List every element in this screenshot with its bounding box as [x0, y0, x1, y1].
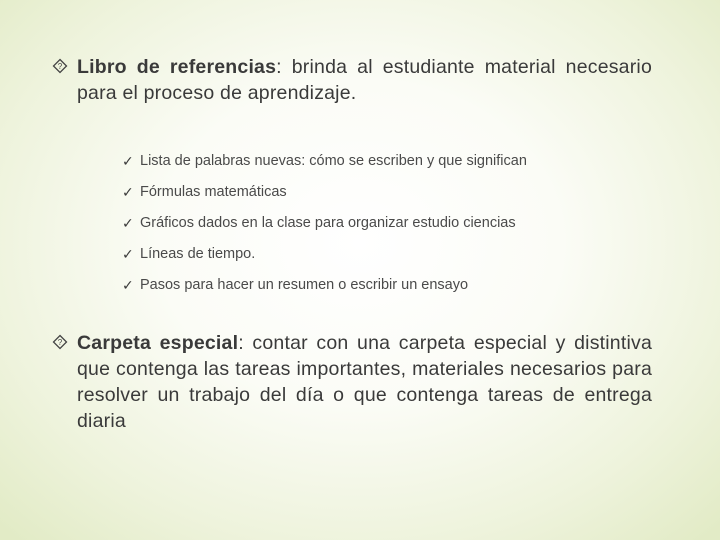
bullet-text	[77, 330, 652, 434]
checklist-item-label: Líneas de tiempo.	[140, 246, 256, 262]
diamond-icon	[52, 334, 68, 350]
bullet-carpeta-especial	[52, 330, 652, 434]
checklist-item-label: Fórmulas matemáticas	[140, 184, 287, 200]
checkmark-icon: ✓	[122, 215, 134, 231]
svg-text:?: ?	[57, 338, 63, 347]
bullet-libro-de-referencias	[52, 54, 652, 106]
checklist-item	[122, 212, 642, 243]
checklist-item-label: Lista de palabras nuevas: cómo se escriben y que significan	[140, 153, 527, 169]
diamond-icon	[52, 58, 68, 74]
checklist-item	[122, 243, 642, 274]
checkmark-icon: ✓	[122, 184, 134, 200]
checkmark-icon: ✓	[122, 246, 134, 262]
svg-text:?: ?	[57, 62, 63, 71]
checklist-item	[122, 181, 642, 212]
checkmark-icon: ✓	[122, 277, 134, 293]
checklist-item	[122, 150, 642, 181]
checklist	[122, 150, 642, 305]
bullet-description: : contar con una carpeta especial y distintiva que contenga las tareas importantes, materiales necesarios para resolver un trabajo del día o que contenga tareas de entrega diaria	[77, 332, 652, 432]
bullet-text	[77, 54, 652, 106]
bullet-description: : brinda al estudiante material necesario para el proceso de aprendizaje.	[77, 56, 653, 104]
bullet-term: Libro de referencias	[77, 56, 277, 78]
checklist-item-label: Gráficos dados en la clase para organizar estudio ciencias	[140, 215, 516, 231]
checklist-item-label: Pasos para hacer un resumen o escribir un ensayo	[140, 277, 469, 293]
checkmark-icon: ✓	[122, 153, 134, 169]
checklist-item	[122, 274, 642, 305]
bullet-term: Carpeta especial	[77, 332, 239, 354]
